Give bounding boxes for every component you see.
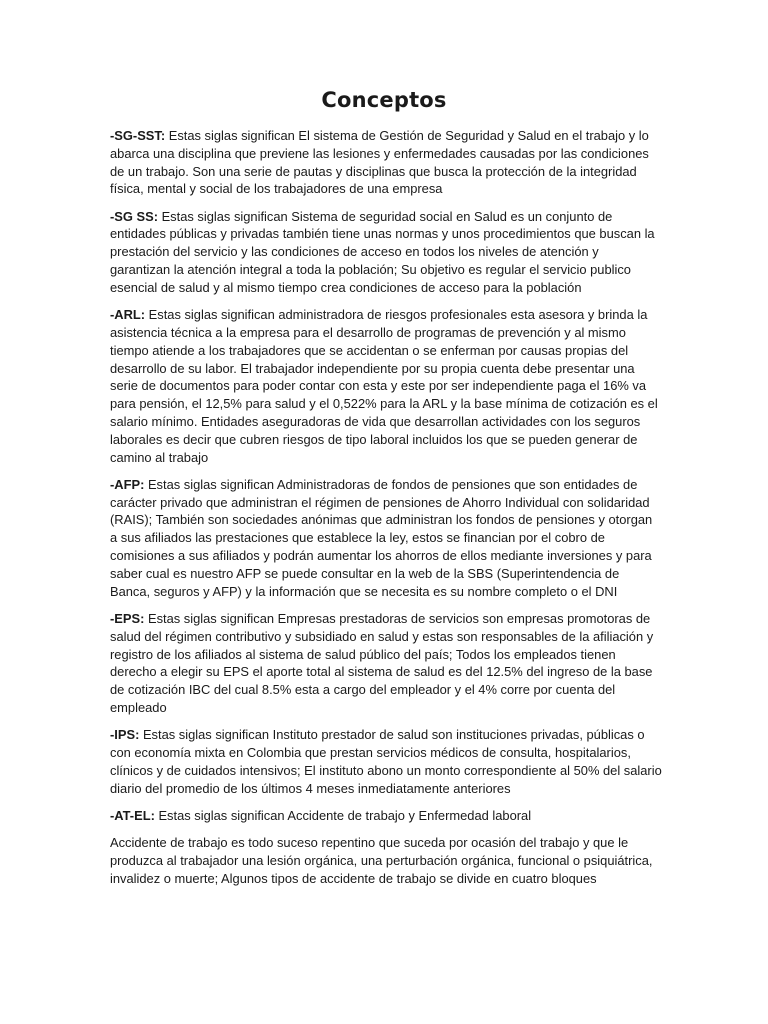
page-title: Conceptos — [321, 88, 447, 112]
term-label: -ARL: — [110, 307, 146, 323]
term-label: -EPS: — [110, 610, 145, 626]
term-label: -SG-SST: — [110, 128, 166, 143]
definition-text: Estas siglas significan administradora de riesgos profesionales esta asesora y brinda la asistencia técnica a la empresa para el desarrollo de programas de prevención y al mismo tiempo atiende a los trabajadores que se accidentan o se enferman por causas propias del desarrollo de su labor. El trabajador independiente por su propia cuenta debe presentar una serie de documentos para poder contar con esta y este por ser independiente paga el 16% va para pensión, el 12,5% para salud y el 0,522% para la ARL y la base mínima de cotización es el salario mínimo. Entidades aseguradoras de vida que desarrollan actividades con los seguros laborales es decir que cubren riesgos de tipo laboral incluidos los que se pueden generar de camino al trabajo — [110, 307, 658, 465]
term-label: -IPS: — [110, 727, 140, 743]
definition-eps — [110, 610, 662, 717]
definition-text: Estas siglas significan Instituto prestador de salud son instituciones privadas, públicas o con economía mixta en Colombia que prestan servicios médicos de consulta, hospitalarios, clínicos y de cuidados intensivos; El instituto abono un monto correspondiente al 50% del salario diario del promedio de los últimos 4 meses inmediatamente anteriores — [110, 727, 662, 796]
definition-sg-sst — [110, 127, 662, 198]
definition-afp — [110, 476, 662, 601]
document-body — [110, 127, 662, 897]
definition-at-el — [110, 807, 662, 825]
definition-text: Estas siglas significan El sistema de Gestión de Seguridad y Salud en el trabajo y lo abarca una disciplina que previene las lesiones y enfermedades causadas por las condiciones de un trabajo. Son una serie de pautas y disciplinas que busca la protección de la integridad física, mental y social de los trabajadores de una empresa — [110, 128, 649, 197]
closing-paragraph: Accidente de trabajo es todo suceso repentino que suceda por ocasión del trabajo y que le produzca al trabajador una lesión orgánica, una perturbación orgánica, funcional o psiquiátrica, invalidez o muerte; Algunos tipos de accidente de trabajo se divide en cuatro bloques — [110, 835, 653, 886]
term-label: -AT-EL: — [110, 807, 155, 823]
definition-text: Estas siglas significan Accidente de trabajo y Enfermedad laboral — [154, 807, 532, 823]
definition-ips — [110, 726, 662, 797]
definition-text: Estas siglas significan Empresas prestadoras de servicios son empresas promotoras de salud del régimen contributivo y subsidiado en salud y estas son responsables de la afiliación y registro de los afiliados al sistema de salud público del país; Todos los empleados tienen derecho a elegir su EPS el aporte total al sistema de salud es del 12.5% del ingreso de la base de cotización IBC del cual 8.5% esta a cargo del empleador y el 4% corre por cuenta del empleado — [110, 610, 654, 715]
term-label: -AFP: — [110, 476, 145, 492]
term-label: -SG SS: — [110, 208, 158, 224]
definition-text: Estas siglas significan Sistema de seguridad social en Salud es un conjunto de entidades públicas y privadas también tiene unas normas y unos procedimientos que buscan la prestación del servicio y las condiciones de acceso en todos los niveles de atención y garantizan la atención integral a toda la población; Su objetivo es regular el servicio publico esencial de salud y al mismo tiempo crea condiciones de acceso para la población — [110, 208, 655, 295]
definition-arl — [110, 306, 662, 466]
definition-sg-ss — [110, 208, 662, 297]
definition-text: Estas siglas significan Administradoras de fondos de pensiones que son entidades de carácter privado que administran el régimen de pensiones de Ahorro Individual con solidaridad (RAIS); También son sociedades anónimas que administran los fondos de pensiones y otorgan a sus afiliados las prestaciones que establece la ley, estos se financian por el cobro de comisiones a sus afiliados y podrán aumentar los ahorros de ellos mediante inversiones y para saber cual es nuestro AFP se puede consultar en la web de la SBS (Superintendencia de Banca, seguros y AFP) y la información que se necesita es su nombre completo o el DNI — [110, 476, 653, 599]
